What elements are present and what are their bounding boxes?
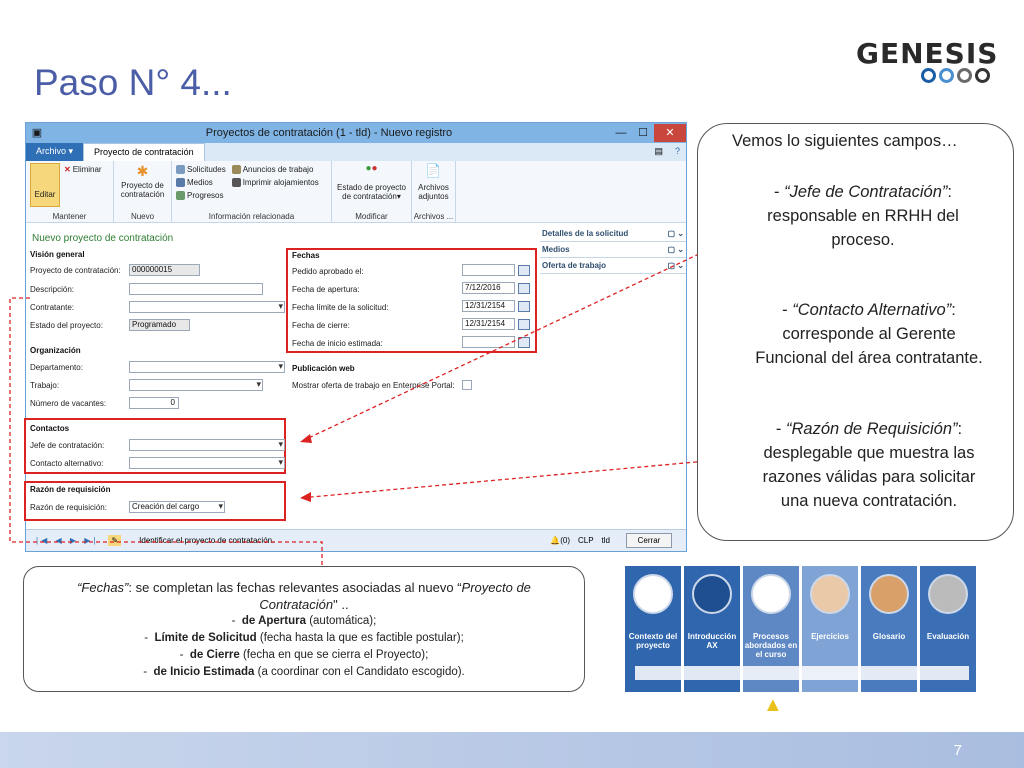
course-nav [625,566,979,716]
fecha-apertura-item: - de Apertura (automática); [231,615,377,627]
group-label-info: Información relacionada [208,212,295,221]
nav-contexto[interactable]: Contexto del proyecto [625,566,681,692]
callout-razon-desc2: razones válidas para solicitar [762,468,976,486]
limite-label: Fecha límite de la solicitud: [292,303,389,312]
fechas-text1: : se completan las fechas relevantes asociadas al nuevo “ [128,580,462,595]
callout-razon-desc3: una nueva contratación. [780,492,958,510]
new-project-button[interactable]: ✱ Proyecto de contratación Nuevo [114,161,172,222]
check-icon: ● [365,163,372,174]
vacantes-field[interactable]: 0 [129,397,179,409]
medios-button[interactable]: Medios [176,176,226,189]
record-nav-icons[interactable]: |◀ ◀ ▶ ▶| [36,536,99,545]
footer-band [0,732,1024,768]
callout-razon-desc1: desplegable que muestra las [763,444,975,462]
nav-ejercicios[interactable]: Ejercicios [802,566,858,692]
fecha-cierre-item: - de Cierre (fecha en que se cierra el Proyecto); [179,649,429,661]
razon-label: Razón de requisición: [30,503,107,512]
callout-alt-title: “Contacto Alternativo” [792,301,952,319]
nav-glosario[interactable]: Glosario [861,566,917,692]
organizacion-heading: Organización [30,346,81,355]
callout-alt-desc1: corresponde al Gerente [782,325,956,343]
fields-callout: Vemos lo siguientes campos… - “Jefe de Contratación”: responsable en RRHH del proceso. - “Contacto Alternativo”: corresponde al Gerente Funcional del área contratante. - “Razón de Requisición”: desplegable que muestra las razones válidas para solicitar una nueva contratación. [697,123,1014,541]
layout-icon[interactable]: ▤ [654,146,663,156]
estado-label: Estado del proyecto: [30,321,103,330]
help-icon[interactable]: ? [674,146,680,156]
slide-title: Paso N° 4... [34,62,232,103]
razon-heading: Razón de requisición [30,485,111,494]
documents-icon [751,574,791,614]
trabajo-label: Trabajo: [30,381,60,390]
pedido-label: Pedido aprobado el: [292,267,364,276]
imprimir-button[interactable]: Imprimir alojamientos [232,176,319,189]
proyecto-field[interactable]: 000000015 [129,264,200,276]
archivo-menu[interactable]: Archivo ▾ [26,143,83,161]
solicitudes-button[interactable]: Solicitudes [176,163,226,176]
apertura-field[interactable]: 7/12/2016 [462,282,515,294]
vision-heading: Visión general [30,250,85,259]
fechas-text2b: " .. [333,597,349,612]
edit-mode-icon[interactable]: ✎ [108,535,121,546]
proyecto-label: Proyecto de contratación: [30,266,121,275]
inicio-label: Fecha de inicio estimada: [292,339,383,348]
attachment-icon: 📄 [425,163,442,178]
cierre-label: Fecha de cierre: [292,321,350,330]
genesis-logo-icon [633,574,673,614]
departamento-label: Departamento: [30,363,83,372]
close-icon[interactable]: ✕ [654,124,686,142]
estado-field[interactable]: Programado [129,319,190,331]
fechas-text2: Contratación [259,597,334,612]
vacantes-label: Número de vacantes: [30,399,107,408]
cerrar-button[interactable]: Cerrar [626,533,672,548]
ax-logo-icon [692,574,732,614]
nav-evaluacion[interactable]: Evaluación [920,566,976,692]
window-title: Proyectos de contratación (1 - tld) - Nuevo registro [205,127,453,139]
group-label-mantener: Mantener [52,212,87,221]
handshake-icon [810,574,850,614]
current-marker-icon: ▲ [763,694,783,716]
nav-arrow-bar [635,666,969,680]
fecha-inicio-item: - de Inicio Estimada (a coordinar con el Candidato escogido). [143,666,465,678]
group-label-archivos: Archivos ... [413,212,454,221]
side-item-medios[interactable]: Medios ▢ ⌄ [540,242,686,258]
cancel-icon: ● [371,163,378,174]
estado-button[interactable]: ●● Estado de proyecto de contratación▾ Modificar [332,161,412,222]
fechas-text1b: Proyecto de [461,580,531,595]
callout-alt-desc2: Funcional del área contratante. [755,349,983,367]
callout-jefe-title: “Jefe de Contratación” [784,183,948,201]
form-heading: Nuevo proyecto de contratación [32,233,174,244]
page-number: 7 [953,742,962,759]
new-project-icon: ✱ [136,163,149,179]
delete-icon: ✕ [64,165,71,174]
side-item-oferta[interactable]: Oferta de trabajo ▢ ⌄ [540,258,686,274]
progresos-button[interactable]: Progresos [176,189,226,202]
fechas-title: “Fechas” [77,580,129,595]
status-hint: Identificar el proyecto de contratación. [139,536,275,545]
callout-jefe-desc: responsable en RRHH del proceso. [767,207,959,249]
callout-intro: Vemos lo siguientes campos… [732,132,958,150]
side-item-detalles[interactable]: Detalles de la solicitud ▢ ⌄ [540,226,686,242]
fechas-heading: Fechas [292,251,320,260]
cierre-field[interactable]: 12/31/2154 [462,318,515,330]
callout-razon-title: “Razón de Requisición” [785,420,958,438]
mostrar-label: Mostrar oferta de trabajo en Enterprise Portal: [292,381,455,390]
edit-button[interactable]: Editar [30,163,60,207]
nav-procesos[interactable]: Procesos abordados en el curso [743,566,799,692]
app-icon: ▣ [31,127,43,139]
currency-label: CLP [577,536,594,545]
tab-proyecto[interactable]: Proyecto de contratación [83,143,205,161]
contratante-label: Contratante: [30,303,75,312]
limite-field[interactable]: 12/31/2154 [462,300,515,312]
logo-text: GENESIS [856,37,999,70]
contacto-alt-label: Contacto alternativo: [30,459,104,468]
group-label-modificar: Modificar [355,212,388,221]
apertura-label: Fecha de apertura: [292,285,360,294]
jefe-label: Jefe de contratación: [30,441,105,450]
maximize-icon[interactable]: ☐ [638,127,648,139]
descripcion-label: Descripción: [30,285,75,294]
fecha-limite-item: - Límite de Solicitud (fecha hasta la que es factible postular); [144,632,464,644]
group-label-nuevo: Nuevo [130,212,155,221]
nav-introduccion[interactable]: Introducción AX [684,566,740,692]
attachments-button[interactable]: 📄 Archivos adjuntos Archivos ... [412,161,456,222]
pen-icon [928,574,968,614]
minimize-icon[interactable]: — [615,127,627,139]
anuncios-button[interactable]: Anuncios de trabajo [232,163,319,176]
delete-button[interactable]: ✕ Eliminar [64,165,102,174]
notification-count: (0) [560,536,570,545]
fechas-callout [23,566,585,692]
company-label: tld [601,536,610,545]
contactos-heading: Contactos [30,424,70,433]
book-icon [869,574,909,614]
pubweb-heading: Publicación web [292,364,355,373]
razon-select[interactable]: Creación del cargo ▾ [129,501,225,513]
bell-icon[interactable]: 🔔 [550,536,561,545]
